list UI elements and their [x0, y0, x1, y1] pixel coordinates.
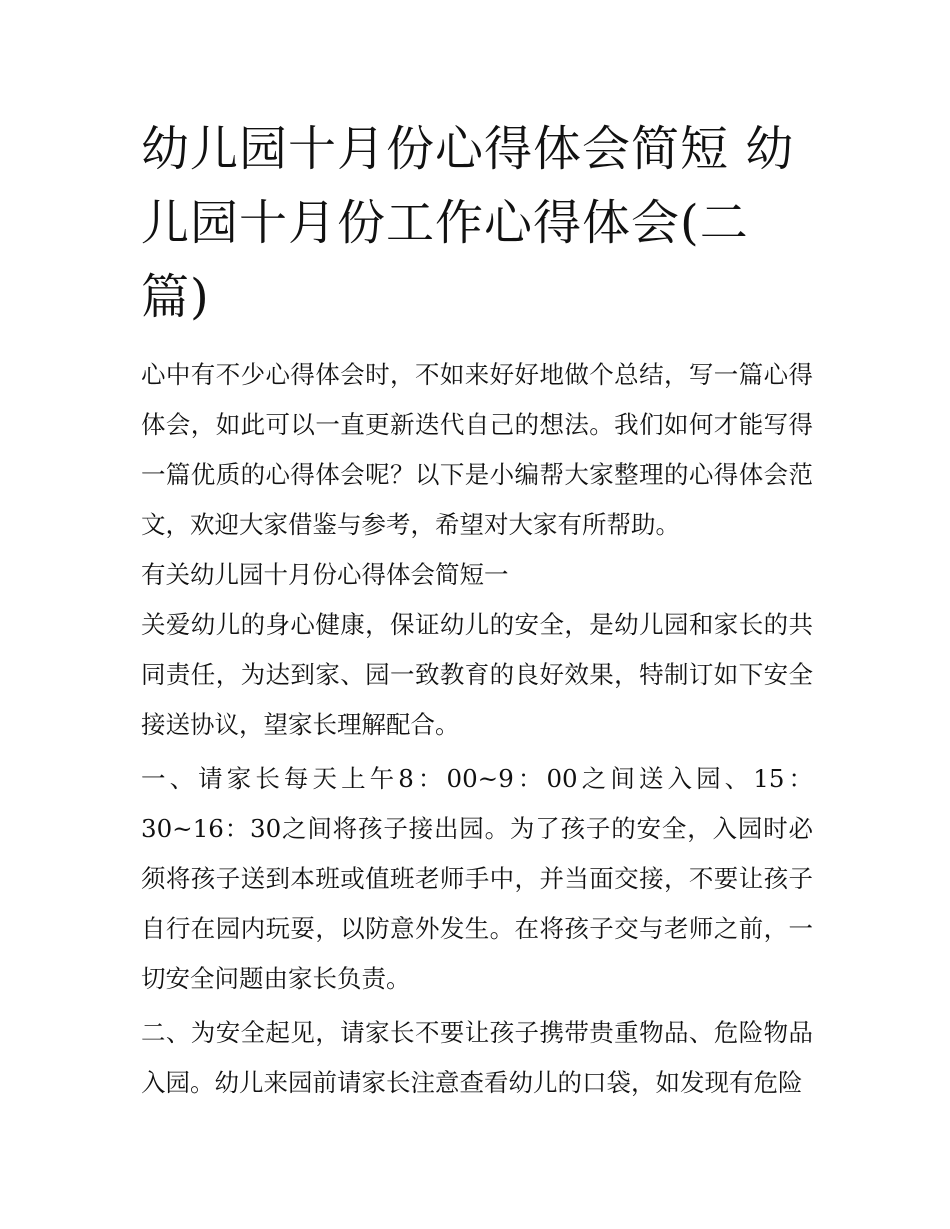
section-heading: 有关幼儿园十月份心得体会简短一 — [141, 560, 509, 589]
intro-paragraph: 心中有不少心得体会时，不如来好好地做个总结，写一篇心得体会，如此可以一直更新迭代自己的想法。我们如何才能写得一篇优质的心得体会呢？以下是小编帮大家整理的心得体会范文，欢迎大家借鉴与参考，希望对大家有所帮助。 — [141, 360, 813, 539]
rule-one-paragraph: 一、请家长每天上午8：00~9：00之间送入园、15：30~16：30之间将孩子接出园。为了孩子的安全，入园时必须将孩子送到本班或值班老师手中，并当面交接，不要让孩子自行在园内玩耍，以防意外发生。在将孩子交与老师之前，一切安全问题由家长负责。 — [141, 764, 813, 993]
body-paragraph: 关爱幼儿的身心健康，保证幼儿的安全，是幼儿园和家长的共同责任，为达到家、园一致教育的良好效果，特制订如下安全接送协议，望家长理解配合。 — [141, 610, 813, 739]
document-content — [141, 112, 813, 1108]
document-body — [141, 350, 813, 1108]
rule-two-paragraph: 二、为安全起见，请家长不要让孩子携带贵重物品、危险物品入园。幼儿来园前请家长注意查看幼儿的口袋，如发现有危险 — [141, 1018, 813, 1097]
document-title: 幼儿园十月份心得体会简短 幼儿园十月份工作心得体会(二篇) — [141, 121, 795, 325]
